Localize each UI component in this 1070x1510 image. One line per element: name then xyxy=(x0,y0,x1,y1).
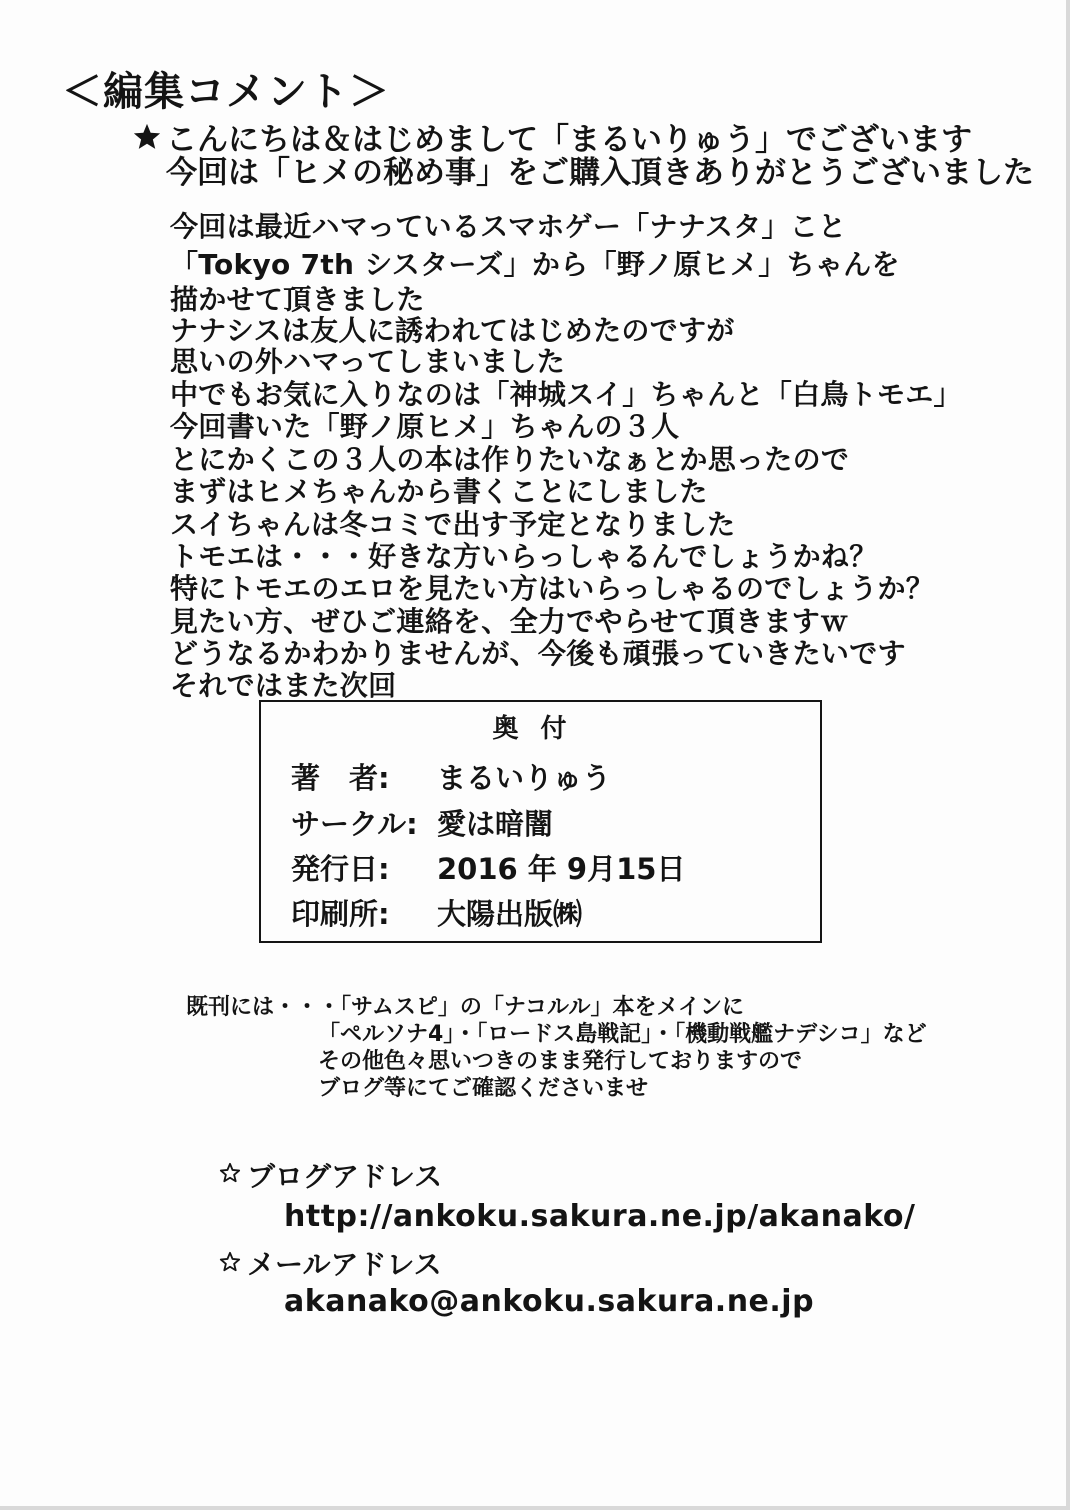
blog-address-label: ブログアドレス xyxy=(247,1160,443,1193)
issue-date-value: 2016 年 9月15日 xyxy=(437,852,686,886)
body-line: 描かせて頂きました xyxy=(170,283,425,316)
issue-date-label: 発行日: xyxy=(291,852,390,886)
colophon-title: 奥付 xyxy=(492,714,589,744)
intro-greeting-line: こんにちは＆はじめまして「まるいりゅう」でございます xyxy=(166,122,972,158)
back-catalog-line: その他色々思いつきのまま発行しておりますので xyxy=(318,1049,803,1074)
outline-star-icon xyxy=(219,1251,241,1273)
scan-edge-bottom xyxy=(0,1506,1070,1510)
body-line: 今回は最近ハマっているスマホゲー「ナナスタ」こと xyxy=(170,210,847,243)
printer-label: 印刷所: xyxy=(291,897,390,931)
body-line: 特にトモエのエロを見たい方はいらっしゃるのでしょうか？ xyxy=(170,572,935,605)
circle-value: 愛は暗闇 xyxy=(437,807,554,841)
intro-thanks-line: 今回は「ヒメの秘め事」をご購入頂きありがとうございました xyxy=(166,155,1034,191)
body-line: とにかくこの３人の本は作りたいなぁとか思ったので xyxy=(170,443,850,476)
scan-edge-right xyxy=(1066,0,1070,1510)
body-line: 中でもお気に入りなのは「神城スイ」ちゃんと「白鳥トモエ」 xyxy=(170,378,962,411)
outline-star-icon xyxy=(219,1162,241,1184)
printer-value: 大陽出版㈱ xyxy=(437,897,583,931)
filled-star-icon xyxy=(132,122,162,152)
back-catalog-line: 既刊には・・・「サムスピ」の「ナコルル」本をメインに xyxy=(186,995,745,1020)
circle-label: サークル: xyxy=(291,807,418,841)
body-line: どうなるかわかりませんが、今後も頑張っていきたいです xyxy=(170,637,906,670)
body-line: スイちゃんは冬コミで出す予定となりました xyxy=(170,508,736,541)
body-line: 思いの外ハマってしまいました xyxy=(170,345,566,378)
body-line: 「Tokyo 7th シスターズ」から「野ノ原ヒメ」ちゃんを xyxy=(170,248,900,281)
back-catalog-line: ブログ等にてご確認くださいませ xyxy=(318,1076,649,1101)
colophon-box xyxy=(259,700,822,943)
body-line: 見たい方、ぜひご連絡を、全力でやらせて頂きますｗ xyxy=(170,605,849,638)
body-line: ナナシスは友人に誘われてはじめたのですが xyxy=(170,314,735,347)
editorial-comment-heading: ＜編集コメント＞ xyxy=(62,69,390,115)
body-line: 今回書いた「野ノ原ヒメ」ちゃんの３人 xyxy=(170,410,680,443)
author-label: 著 者: xyxy=(291,761,390,795)
body-line: それではまた次回 xyxy=(170,669,397,702)
back-catalog-line: 「ペルソナ4」・「ロードス島戦記」・「機動戦艦ナデシコ」など xyxy=(318,1022,927,1047)
blog-url-link[interactable]: http://ankoku.sakura.ne.jp/akanako/ xyxy=(284,1199,916,1234)
body-line: まずはヒメちゃんから書くことにしました xyxy=(170,475,708,508)
body-line: トモエは・・・好きな方いらっしゃるんでしょうかね？ xyxy=(170,540,878,573)
mail-address-link[interactable]: akanako@ankoku.sakura.ne.jp xyxy=(284,1284,815,1319)
author-value: まるいりゅう xyxy=(437,761,612,795)
mail-address-label: メールアドレス xyxy=(247,1248,442,1281)
